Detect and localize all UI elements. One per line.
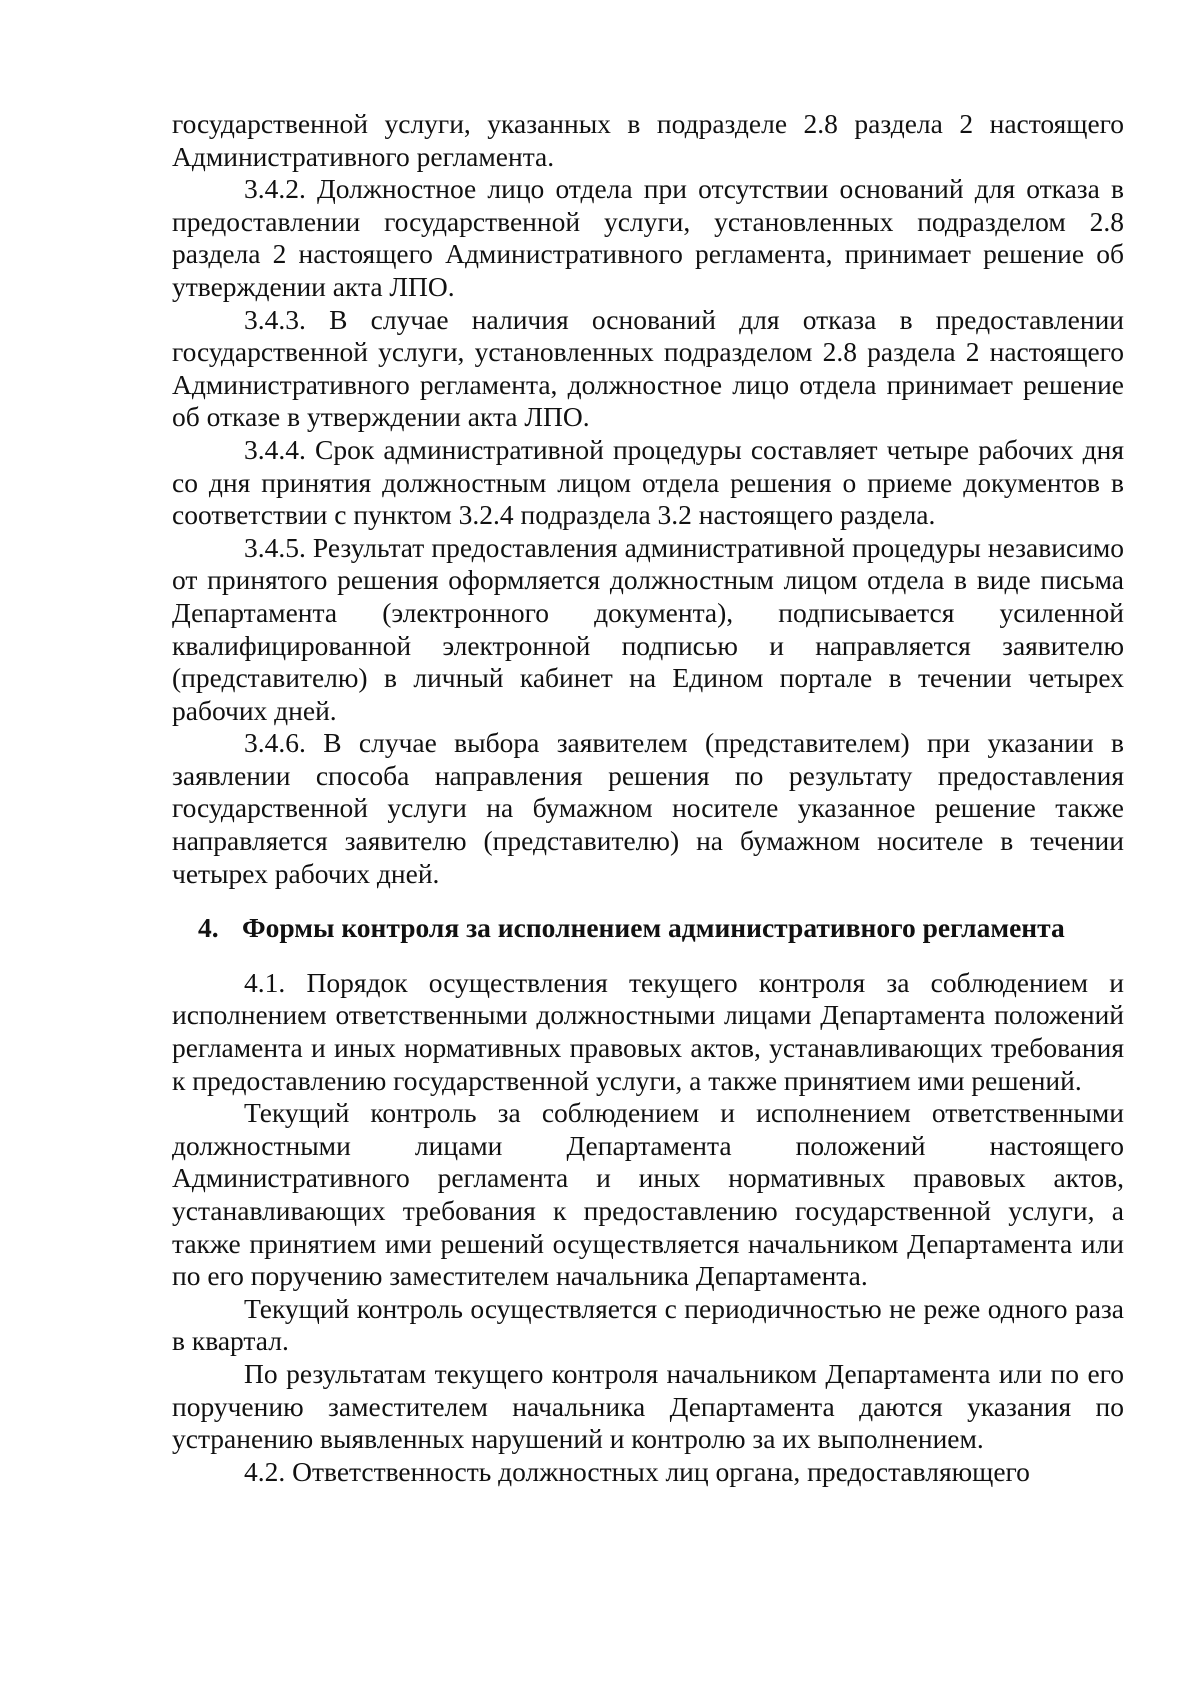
section-number: 4. [198,912,219,944]
section-heading [172,912,1124,945]
paragraph: Текущий контроль за соблюдением и исполнением ответственными должностными лицами Департамента положений настоящего Административного регламента и иных нормативных правовых актов, устанавливающих требования к предоставлению государственной услуги, а также принятием ими решений осуществляется начальником Департамента или по его поручению заместителем начальника Департамента. [172,1097,1124,1292]
paragraph: 4.1. Порядок осуществления текущего контроля за соблюдением и исполнением ответственными должностными лицами Департамента положений регламента и иных нормативных правовых актов, устанавливающих требования к предоставлению государственной услуги, а также принятием ими решений. [172,966,1124,1096]
paragraph: 3.4.3. В случае наличия оснований для отказа в предоставлении государственной услуги, установленных подразделом 2.8 раздела 2 настоящего Административного регламента, должностное лицо отдела принимает решение об отказе в утверждении акта ЛПО. [172,303,1124,433]
paragraphs-before [172,108,1124,890]
document-page [172,108,1124,1488]
paragraph: По результатам текущего контроля начальником Департамента или по его поручению заместителем начальника Департамента даются указания по устранению выявленных нарушений и контролю за их выполнением. [172,1357,1124,1455]
paragraph: 4.2. Ответственность должностных лиц органа, предоставляющего [244,1455,1030,1487]
paragraph: 3.4.2. Должностное лицо отдела при отсутствии оснований для отказа в предоставлении государственной услуги, установленных подразделом 2.8 раздела 2 настоящего Административного регламента, принимает решение об утверждении акта ЛПО. [172,173,1124,302]
paragraph: 3.4.4. Срок административной процедуры составляет четыре рабочих дня со дня принятия должностным лицом отдела решения о приеме документов в соответствии с пунктом 3.2.4 подраздела 3.2 настоящего раздела. [172,433,1124,531]
paragraph: 3.4.6. В случае выбора заявителем (представителем) при указании в заявлении способа направления решения по результату предоставления государственной услуги на бумажном носителе указанное решение также направляется заявителю (представителю) на бумажном носителе в течении четырех рабочих дней. [172,727,1124,889]
paragraphs-after [172,967,1124,1489]
paragraph: 3.4.5. Результат предоставления административной процедуры независимо от принятого решения оформляется должностным лицом отдела в виде письма Департамента (электронного документа), подписывается усиленной квалифицированной электронной подписью и направляется заявителю (представителю) в личный кабинет на Едином портале в течении четырех рабочих дней. [172,531,1124,726]
paragraph: Текущий контроль осуществляется с периодичностью не реже одного раза в квартал. [172,1292,1124,1357]
section-title: Формы контроля за исполнением административного регламента [242,912,1065,944]
paragraph: государственной услуги, указанных в подразделе 2.8 раздела 2 настоящего Административного регламента. [172,108,1124,172]
